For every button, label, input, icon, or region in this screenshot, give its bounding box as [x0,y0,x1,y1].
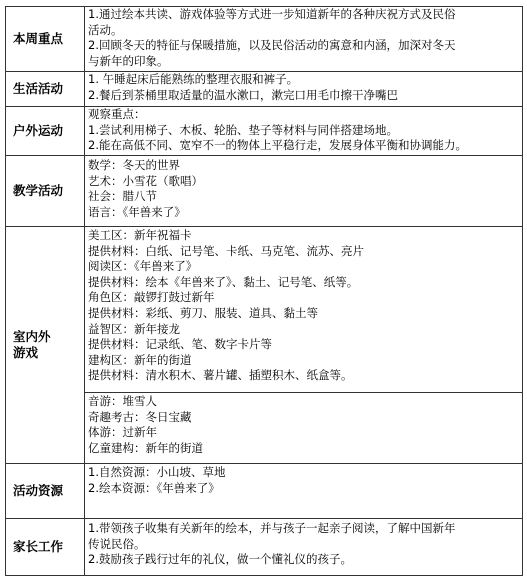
row-label-teaching [6,156,84,226]
row-label-text: 家长工作 [13,539,64,554]
content-line: 体游：过新年 [88,425,157,440]
row-label-text: 教学活动 [13,183,64,198]
daily-life-content [86,72,522,106]
content-line: 与新年的印象。 [88,53,169,68]
content-line: 2.鼓励孩子践行过年的礼仪，做一个懂礼仪的孩子。 [88,552,352,567]
content-line: 1. 午睡起床后能熟练的整理衣服和裤子。 [88,72,299,86]
content-line: 阅读区：《年兽来了》 [88,259,198,274]
table-border-left [5,6,6,576]
row-divider [5,106,523,107]
table-column-divider [84,6,85,576]
outdoor-content [86,107,522,155]
content-line: 2.能在高低不同、宽窄不一的物体上平稳行走，发展身体平衡和协调能力。 [88,138,467,153]
content-line: 提供材料：白纸、记号笔、卡纸、马克笔、流苏、亮片 [88,243,364,258]
content-line: 活动。 [88,22,123,37]
content-line: 社会：腊八节 [88,189,157,204]
row-label-parent-work [6,519,84,575]
row-label-weekly-focus [6,7,84,71]
content-line: 提供材料：记录纸、笔、数字卡片等 [88,337,272,352]
row-label-text: 游戏 [13,345,39,360]
table-border-right [522,6,523,576]
content-line: 提供材料：清水积木、薯片罐、插塑积木、纸盒等。 [88,368,353,383]
content-line: 数学：冬天的世界 [88,158,180,172]
content-line: 美工区：新年祝福卡 [88,228,192,242]
content-line: 奇趣考古：冬日宝藏 [88,409,192,424]
content-line: 提供材料：彩纸、剪刀、服装、道具、黏土等 [88,305,318,320]
content-line: 益智区：新年接龙 [88,321,180,336]
content-line: 音游：堆雪人 [88,394,157,408]
row-label-outdoor [6,107,84,155]
row-label-text: 生活活动 [13,81,64,96]
table-border-bottom [5,575,523,576]
content-line: 2.绘本资源：《年兽来了》 [88,480,220,495]
content-line: 2.餐后到茶桶里取适量的温水漱口，漱完口用毛巾擦干净嘴巴 [88,87,398,102]
content-line: 传说民俗。 [88,536,146,551]
content-line: 提供材料：绘本《年兽来了》、黏土、记号笔、纸等。 [88,274,359,289]
content-line: 2.回顾冬天的特征与保暖措施，以及民俗活动的寓意和内涵，加深对冬天 [88,38,456,53]
games-subdivider [84,392,523,393]
content-line: 观察重点： [88,107,146,121]
content-line: 艺术：小雪花（歌唱） [88,173,203,188]
parent-work-content [86,521,522,575]
resources-content [86,465,522,517]
row-label-text: 户外运动 [13,123,64,138]
row-label-daily-life [6,72,84,106]
row-divider [5,155,523,156]
weekly-focus-content [86,7,522,71]
content-line: 语言：《年兽来了》 [88,204,186,219]
row-divider [5,518,523,519]
content-line: 1.通过绘本共读、游戏体验等方式进一步知道新年的各种庆祝方式及民俗 [88,7,456,21]
row-label-text: 活动资源 [13,483,64,498]
row-label-text: 本周重点 [13,31,64,46]
row-divider [5,71,523,72]
table-border-top [5,6,523,7]
teaching-content [86,158,522,226]
row-divider [5,226,523,227]
indoor-areas-content [86,228,522,390]
row-divider [5,463,523,464]
row-label-games [6,227,84,463]
content-line: 建构区：新年的街道 [88,352,192,367]
content-line: 亿童建构：新年的街道 [88,440,203,455]
content-line: 1.带领孩子收集有关新年的绘本，并与孩子一起亲子阅读，了解中国新年 [88,521,456,535]
outdoor-games-content [86,394,522,462]
content-line: 1.尝试利用梯子、木板、轮胎、垫子等材料与同伴搭建场地。 [88,122,398,137]
row-label-resources [6,464,84,518]
row-label-text: 室内外 [13,329,51,344]
content-line: 1.自然资源：小山坡、草地 [88,465,226,479]
content-line: 角色区：敲锣打鼓过新年 [88,290,215,305]
